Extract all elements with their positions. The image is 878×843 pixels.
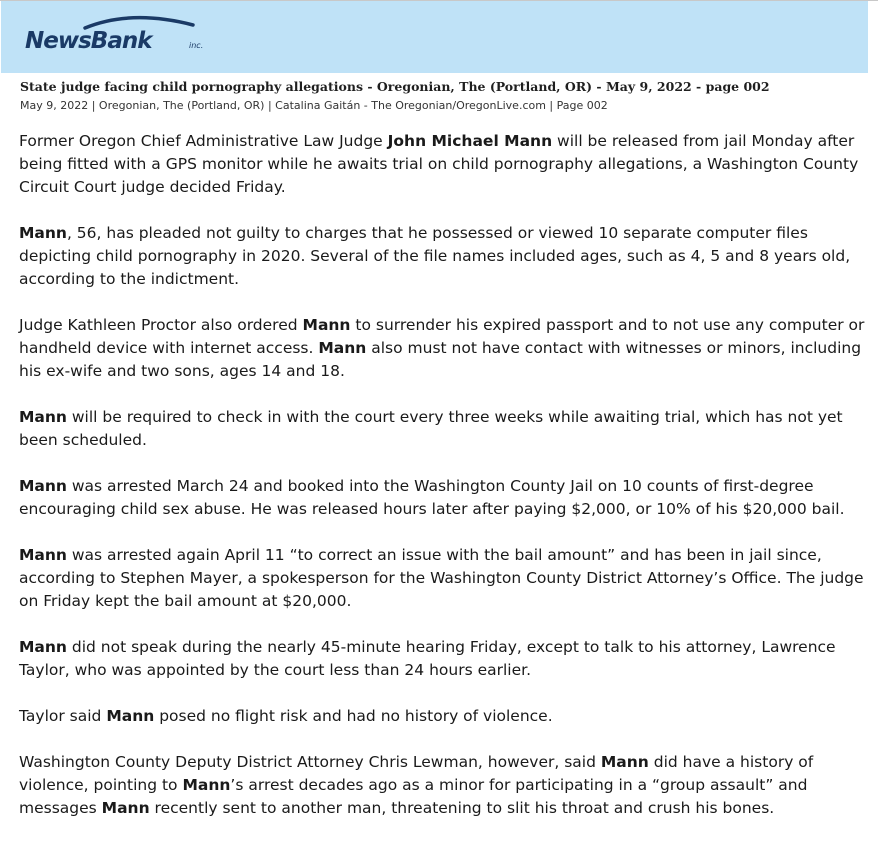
highlighted-term: Mann — [19, 546, 67, 564]
paragraph-text: Taylor said — [19, 707, 107, 725]
article-paragraph — [19, 544, 871, 613]
logo-inc: inc. — [189, 41, 204, 50]
article-paragraph — [19, 222, 871, 291]
paragraph-text: recently sent to another man, threatening to slit his throat and crush his bones. — [149, 799, 775, 817]
article-paragraph — [19, 636, 871, 682]
article-paragraph — [19, 130, 871, 199]
article-paragraph — [19, 751, 871, 820]
highlighted-term: Mann — [600, 753, 649, 771]
paragraph-text: Former Oregon Chief Administrative Law Judge — [19, 132, 388, 150]
newsbank-header — [1, 1, 868, 73]
highlighted-term: Mann — [302, 316, 351, 334]
article-meta: May 9, 2022 | Oregonian, The (Portland, OR) | Catalina Gaitán - The Oregonian/OregonLive.com | Page 002 — [20, 99, 608, 112]
article-paragraph — [19, 406, 871, 452]
paragraph-text: ’s arrest decades ago as a minor for participating in a “group assault” and messages — [19, 776, 808, 817]
paragraph-text: was arrested March 24 and booked into the Washington County Jail on 10 counts of first-degree encouraging child sex abuse. He was released hours later after paying $2,000, or 10% of his $20,000 bail. — [19, 477, 845, 518]
paragraph-text: posed no flight risk and had no history of violence. — [154, 707, 553, 725]
newsbank-logo[interactable] — [23, 15, 223, 59]
highlighted-term: Mann — [318, 339, 367, 357]
paragraph-text: was arrested again April 11 “to correct an issue with the bail amount” and has been in jail since, according to Stephen Mayer, a spokesperson for the Washington County District Attorney’s Office. The judge on Friday kept the bail amount at $20,000. — [19, 546, 864, 610]
paragraph-text: will be required to check in with the court every three weeks while awaiting trial, which has not yet been scheduled. — [19, 408, 843, 449]
highlighted-term: Mann — [106, 707, 155, 725]
article-paragraph — [19, 314, 871, 383]
paragraph-text: , 56, has pleaded not guilty to charges that he possessed or viewed 10 separate computer files depicting child pornography in 2020. Several of the file names included ages, such as 4, 5 and 8 years old, according to the indictment. — [19, 224, 851, 288]
highlighted-term: Mann — [19, 477, 67, 495]
paragraph-text: Judge Kathleen Proctor also ordered — [19, 316, 303, 334]
highlighted-term: Mann — [101, 799, 150, 817]
paragraph-text: did not speak during the nearly 45-minute hearing Friday, except to talk to his attorney, Lawrence Taylor, who was appointed by the court less than 24 hours earlier. — [19, 638, 836, 679]
logo-wordmark: NewsBank — [25, 28, 152, 54]
paragraph-text: to surrender his expired passport and to not use any computer or handheld device with internet access. — [19, 316, 865, 357]
highlighted-term: Mann — [182, 776, 231, 794]
highlighted-term: Mann — [19, 224, 67, 242]
highlighted-term: Mann — [19, 408, 67, 426]
paragraph-text: also must not have contact with witnesses or minors, including his ex-wife and two sons, ages 14 and 18. — [19, 339, 862, 380]
highlighted-term: John Michael Mann — [387, 132, 553, 150]
article-headline: State judge facing child pornography allegations - Oregonian, The (Portland, OR) - May 9, 2022 - page 002 — [20, 79, 770, 94]
paragraph-text: will be released from jail Monday after being fitted with a GPS monitor while he awaits trial on child pornography allegations, a Washington County Circuit Court judge decided Friday. — [19, 132, 859, 196]
article-body — [19, 130, 871, 843]
paragraph-text: Washington County Deputy District Attorney Chris Lewman, however, said — [19, 753, 601, 771]
newsbank-logo-graphic — [23, 15, 223, 55]
highlighted-term: Mann — [19, 638, 67, 656]
article-paragraph — [19, 475, 871, 521]
paragraph-text: did have a history of violence, pointing to — [19, 753, 814, 794]
article-paragraph — [19, 705, 871, 728]
